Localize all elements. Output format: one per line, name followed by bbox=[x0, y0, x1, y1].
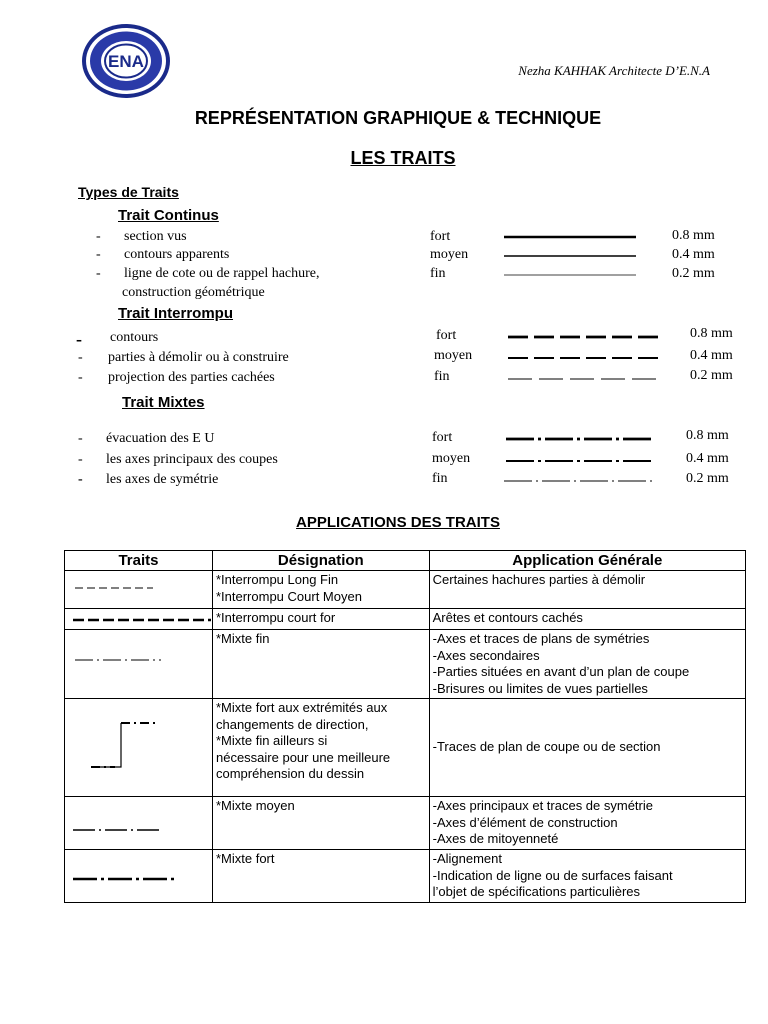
bullet: - bbox=[96, 229, 101, 244]
row-label: section vus bbox=[124, 229, 187, 244]
trait-sample-cell bbox=[65, 571, 213, 609]
row-label: projection des parties cachées bbox=[108, 370, 275, 385]
table-row bbox=[65, 609, 746, 630]
column-header: Traits bbox=[65, 551, 213, 571]
dashed-line-sample bbox=[65, 609, 211, 629]
row-value: 0.8 mm bbox=[686, 428, 729, 443]
application-line: -Brisures ou limites de vues partielles bbox=[432, 680, 648, 696]
trait-sample-cell bbox=[65, 609, 213, 630]
trait-sample-cell bbox=[65, 797, 213, 850]
bullet: - bbox=[78, 350, 83, 365]
row-label: les axes de symétrie bbox=[106, 472, 219, 487]
row-value: 0.2 mm bbox=[672, 266, 715, 281]
row-value: 0.2 mm bbox=[690, 368, 733, 383]
row-weight: fin bbox=[432, 471, 448, 486]
designation-line: compréhension du dessin bbox=[215, 766, 365, 781]
row-weight: fort bbox=[432, 430, 453, 445]
designation-line: *Interrompu court for bbox=[215, 610, 336, 625]
row-weight: fin bbox=[430, 266, 446, 281]
section-cut-line-sample bbox=[65, 699, 211, 795]
application-line: -Alignement bbox=[432, 851, 502, 866]
continuous-line-thin bbox=[504, 268, 639, 282]
row-weight: moyen bbox=[432, 451, 471, 466]
application-cell bbox=[429, 850, 745, 903]
designation-line: *Mixte fin ailleurs si bbox=[215, 733, 328, 748]
designation-cell bbox=[212, 850, 429, 903]
application-cell bbox=[429, 797, 745, 850]
mixed-line-sample bbox=[65, 850, 211, 902]
application-line: -Indication de ligne ou de surfaces faisant bbox=[432, 867, 673, 883]
column-header: Application Générale bbox=[429, 551, 745, 571]
table-row bbox=[65, 571, 746, 609]
dashed-line-medium bbox=[508, 351, 660, 365]
table-header-row bbox=[65, 551, 746, 571]
section-heading-mixtes: Trait Mixtes bbox=[122, 394, 205, 411]
designation-cell bbox=[212, 571, 429, 609]
table-row bbox=[65, 630, 746, 699]
designation-line: *Mixte moyen bbox=[215, 798, 295, 813]
designation-cell bbox=[212, 630, 429, 699]
application-line: -Axes de mitoyenneté bbox=[432, 831, 559, 846]
mixed-line-thin bbox=[504, 474, 654, 488]
trait-sample-cell bbox=[65, 630, 213, 699]
types-heading: Types de Traits bbox=[78, 184, 179, 200]
row-label: contours bbox=[110, 330, 159, 345]
application-line: -Axes d’élément de construction bbox=[432, 814, 618, 830]
mixed-line-medium bbox=[506, 454, 656, 468]
row-label: contours apparents bbox=[124, 247, 230, 262]
row-label: ligne de cote ou de rappel hachure, bbox=[124, 266, 320, 281]
row-label: évacuation des E U bbox=[106, 431, 215, 446]
application-line: Arêtes et contours cachés bbox=[432, 610, 583, 625]
table-row bbox=[65, 797, 746, 850]
row-label-continued: construction géométrique bbox=[122, 285, 265, 300]
designation-line: *Mixte fin bbox=[215, 631, 270, 646]
section-heading-continus: Trait Continus bbox=[118, 207, 219, 224]
application-line: Certaines hachures parties à démolir bbox=[432, 572, 646, 587]
row-weight: fin bbox=[434, 369, 450, 384]
applications-title: APPLICATIONS DES TRAITS bbox=[296, 514, 500, 531]
bullet: - bbox=[96, 266, 101, 281]
ena-logo bbox=[80, 22, 172, 100]
bullet: - bbox=[78, 452, 83, 467]
row-weight: fort bbox=[436, 328, 457, 343]
row-label: parties à démolir ou à construire bbox=[108, 350, 289, 365]
designation-line: *Interrompu Court Moyen bbox=[215, 588, 362, 604]
application-cell bbox=[429, 630, 745, 699]
row-value: 0.4 mm bbox=[672, 247, 715, 262]
table-row bbox=[65, 850, 746, 903]
designation-line: *Mixte fort aux extrémités aux bbox=[215, 700, 388, 715]
bullet: - bbox=[78, 370, 83, 385]
designation-cell bbox=[212, 609, 429, 630]
application-cell bbox=[429, 699, 745, 797]
row-weight: moyen bbox=[434, 348, 473, 363]
application-line: -Axes secondaires bbox=[432, 647, 540, 663]
continuous-line-medium bbox=[504, 249, 639, 263]
page-subtitle: LES TRAITS bbox=[350, 148, 456, 168]
author-credit: Nezha KAHHAK Architecte D’E.N.A bbox=[518, 63, 710, 78]
row-value: 0.8 mm bbox=[672, 228, 715, 243]
dashed-line-thick bbox=[508, 330, 660, 344]
trait-sample-cell bbox=[65, 699, 213, 797]
row-weight: fort bbox=[430, 229, 451, 244]
table-row bbox=[65, 699, 746, 797]
dashed-line-sample bbox=[65, 571, 211, 607]
row-value: 0.4 mm bbox=[690, 348, 733, 363]
section-heading-interrompu: Trait Interrompu bbox=[118, 305, 234, 322]
row-label: les axes principaux des coupes bbox=[106, 452, 278, 467]
designation-cell bbox=[212, 797, 429, 850]
bullet: - bbox=[78, 431, 83, 446]
designation-line: nécessaire pour une meilleure bbox=[215, 749, 391, 765]
bullet: - bbox=[96, 247, 101, 262]
row-value: 0.8 mm bbox=[690, 326, 733, 341]
application-line: -Axes principaux et traces de symétrie bbox=[432, 798, 653, 813]
applications-table bbox=[64, 550, 746, 903]
application-line: l’objet de spécifications particulières bbox=[432, 884, 641, 899]
application-cell bbox=[429, 609, 745, 630]
designation-line: changements de direction, bbox=[215, 716, 369, 732]
designation-cell bbox=[212, 699, 429, 797]
mixed-line-thick bbox=[506, 432, 656, 446]
row-weight: moyen bbox=[430, 247, 469, 262]
page-title: REPRÉSENTATION GRAPHIQUE & TECHNIQUE bbox=[194, 108, 602, 128]
designation-line: *Mixte fort bbox=[215, 851, 275, 866]
continuous-line-thick bbox=[504, 230, 639, 244]
svg-text:ENA: ENA bbox=[108, 52, 144, 71]
application-line: -Axes et traces de plans de symétries bbox=[432, 631, 650, 646]
mixed-line-sample bbox=[65, 630, 211, 696]
row-value: 0.4 mm bbox=[686, 451, 729, 466]
dashed-line-thin bbox=[508, 372, 660, 386]
bullet: - bbox=[78, 472, 83, 487]
column-header: Désignation bbox=[212, 551, 429, 571]
application-line: -Parties situées en avant d’un plan de coupe bbox=[432, 664, 690, 679]
application-cell bbox=[429, 571, 745, 609]
bullet: - bbox=[76, 329, 82, 349]
mixed-line-sample bbox=[65, 797, 211, 849]
row-value: 0.2 mm bbox=[686, 471, 729, 486]
trait-sample-cell bbox=[65, 850, 213, 903]
designation-line: *Interrompu Long Fin bbox=[215, 572, 339, 587]
application-line: -Traces de plan de coupe ou de section bbox=[432, 739, 661, 755]
